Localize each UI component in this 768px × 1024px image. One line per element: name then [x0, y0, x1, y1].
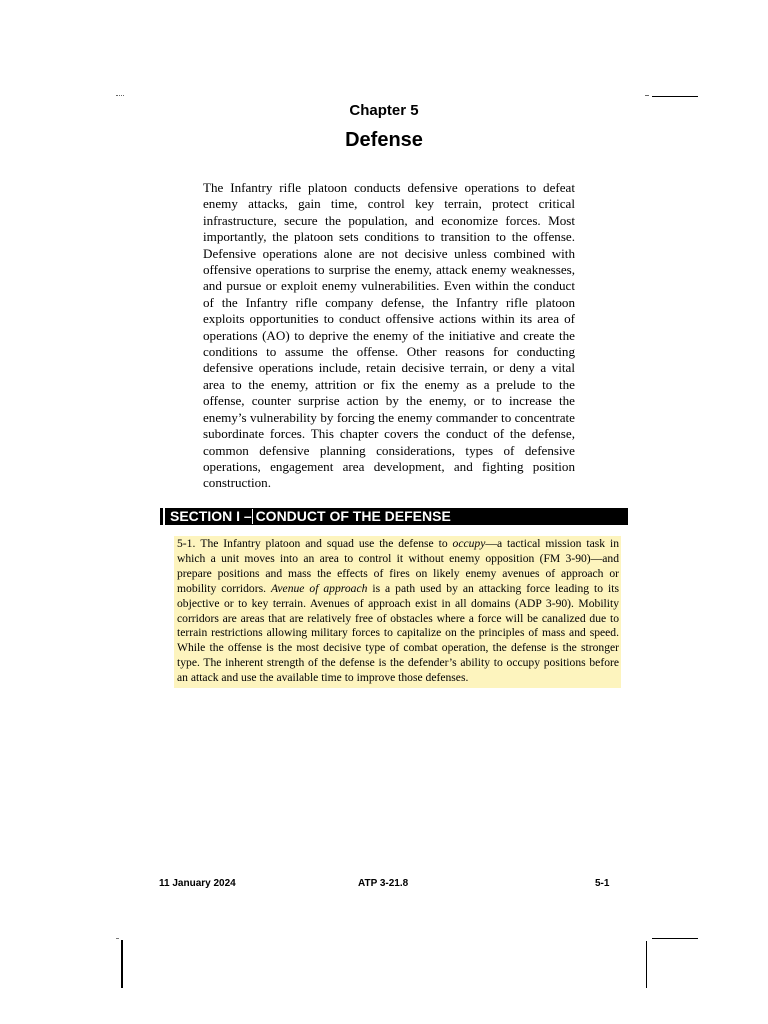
- crop-mark-bottom-left-dot: [116, 938, 119, 939]
- intro-paragraph: The Infantry rifle platoon conducts defensive operations to defeat enemy attacks, gain time, control key terrain, protect critical infrastructure, secure the population, and economize forces. Most importantly, the platoon sets conditions to transition to the offense. Defensive operations alone are not decisive unless combined with offensive operations to surprise the enemy, attack enemy weaknesses, and pursue or exploit enemy vulnerabilities. Even within the conduct of the Infantry rifle company defense, the Infantry rifle platoon exploits opportunities to conduct offensive actions within its area of operations (AO) to deprive the enemy of the initiative and create the conditions to assume the offense. Other reasons for conducting defensive operations include, retain decisive terrain, or deny a vital area to the enemy, attrition or fix the enemy as a prelude to the offense, counter surprise action by the enemy, or to increase the enemy’s vulnerability by forcing the enemy commander to concentrate subordinate forces. This chapter covers the conduct of the defense, common defensive planning considerations, types of defensive operations, engagement area development, and fighting position construction.: [203, 180, 575, 491]
- crop-mark-bottom-left: [121, 940, 123, 988]
- highlighted-paragraph-5-1: [174, 536, 621, 688]
- footer-date: 11 January 2024: [159, 878, 236, 889]
- crop-mark-top-right-dot: [645, 95, 649, 96]
- paragraph-term-avenue: Avenue of approach: [270, 581, 368, 595]
- paragraph-text-3: is a path used by an attacking force leading to its objective or to key terrain. Avenues of approach exist in all domains (ADP 3-90). Mobility corridors are areas that are relatively free of obstacles where a force will be canalized due to terrain restrictions allowing military forces to capitalize on the principles of mass and speed. While the offense is the most decisive type of combat operation, the defense is the stronger type. The inherent strength of the defense is the defender’s ability to occupy positions before an attack and use the available time to improve those defenses.: [177, 581, 619, 685]
- crop-mark-bottom-right: [652, 938, 698, 939]
- section-bar-divider: [163, 508, 165, 525]
- paragraph-text-1: The Infantry platoon and squad use the defense to: [200, 537, 453, 550]
- paragraph-term-occupy: occupy: [452, 537, 486, 550]
- section-heading: SECTION I – CONDUCT OF THE DEFENSE: [170, 508, 451, 524]
- chapter-label: Chapter 5: [349, 102, 419, 119]
- crop-mark-top-right: [652, 96, 698, 97]
- crop-mark-top-left: [116, 95, 124, 97]
- paragraph-number: 5-1.: [177, 537, 196, 550]
- chapter-title: Defense: [345, 129, 423, 151]
- footer-page-number: 5-1: [595, 878, 610, 889]
- crop-mark-bottom-right-vertical: [646, 941, 647, 988]
- footer-publication: ATP 3-21.8: [358, 878, 409, 889]
- paragraph-text-2: —a tactical mission task in which a unit moves into an area to control it without enemy opposition (FM 3-90)—and prepare positions and mass the effects of fires on likely enemy avenues of approach or mobility corridors.: [177, 537, 619, 595]
- section-heading-bar: [160, 508, 628, 525]
